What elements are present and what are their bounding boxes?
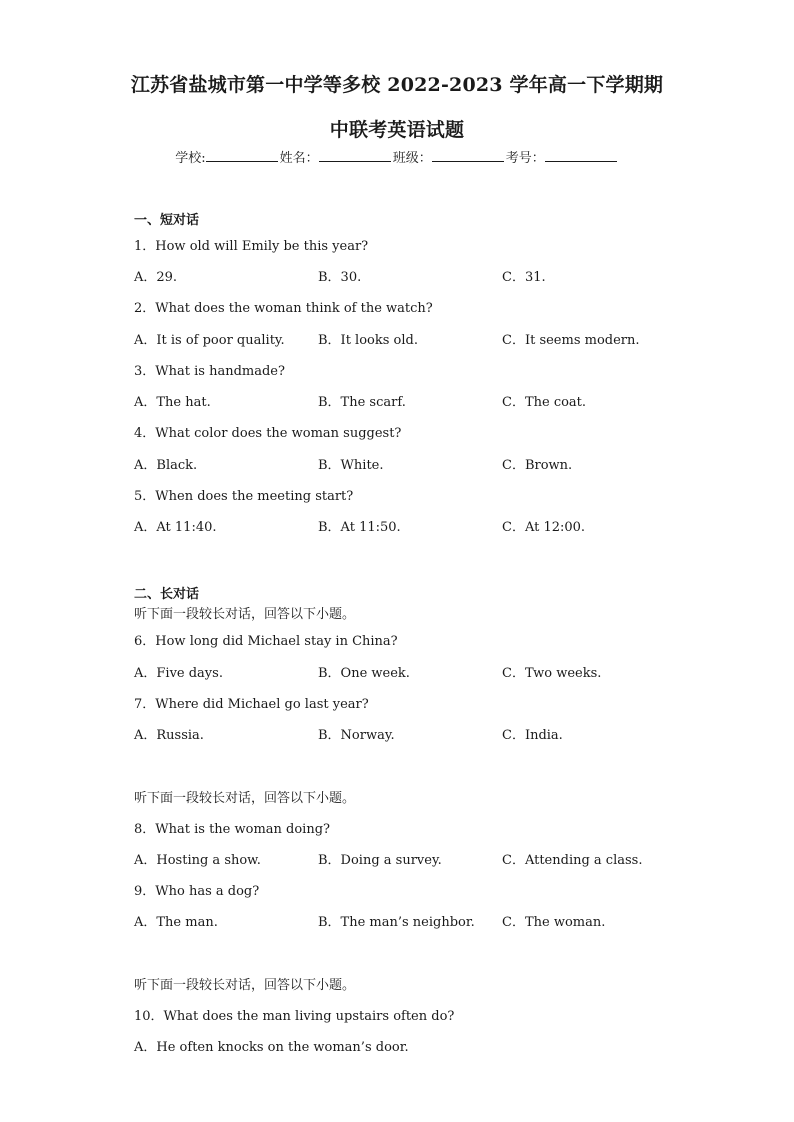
q9-option-b: B．The man’s neighbor. (318, 915, 475, 930)
q4-option-a: A．Black. (134, 458, 198, 473)
student-info-line (0, 147, 794, 166)
q6-option-b: B．One week. (318, 666, 410, 681)
school-blank (206, 149, 278, 162)
q1-option-a: A．29. (134, 270, 178, 285)
q5-option-b: B．At 11:50. (318, 520, 401, 535)
question-2: 2．What does the woman think of the watch? (134, 301, 433, 316)
q9-option-c: C．The woman. (502, 915, 606, 930)
q7-option-a: A．Russia. (134, 728, 204, 743)
q3-option-b: B．The scarf. (318, 395, 406, 410)
class-blank (432, 149, 504, 162)
name-label: 姓名： (279, 151, 319, 166)
q1-option-c: C．31. (502, 270, 546, 285)
question-9: 9．Who has a dog? (134, 884, 260, 899)
question-5: 5．When does the meeting start? (134, 489, 354, 504)
q5-option-c: C．At 12:00. (502, 520, 586, 535)
class-label: 班级： (392, 151, 432, 166)
question-8: 8．What is the woman doing? (134, 822, 331, 837)
question-7: 7．Where did Michael go last year? (134, 697, 369, 712)
q5-option-a: A．At 11:40. (134, 520, 217, 535)
q8-option-c: C．Attending a class. (502, 853, 643, 868)
question-3: 3．What is handmade? (134, 364, 285, 379)
q9-option-a: A．The man. (134, 915, 218, 930)
page-title-line-2: 中联考英语试题 (329, 119, 465, 141)
q7-option-b: B．Norway. (318, 728, 395, 743)
q2-option-a: A．It is of poor quality. (134, 333, 285, 348)
q1-option-b: B．30. (318, 270, 362, 285)
instruction-1: 听下面一段较长对话，回答以下小题。 (134, 607, 356, 622)
q10-option-a: A．He often knocks on the woman’s door. (134, 1040, 409, 1055)
section-heading-long-dialogues: 二、长对话 (134, 587, 200, 602)
instruction-3: 听下面一段较长对话，回答以下小题。 (134, 978, 356, 993)
name-blank (319, 149, 391, 162)
q8-option-a: A．Hosting a show. (134, 853, 261, 868)
question-4: 4．What color does the woman suggest? (134, 426, 402, 441)
q4-option-b: B．White. (318, 458, 384, 473)
instruction-2: 听下面一段较长对话，回答以下小题。 (134, 791, 356, 806)
q3-option-c: C．The coat. (502, 395, 587, 410)
question-6: 6．How long did Michael stay in China? (134, 634, 398, 649)
page-title-line-1: 江苏省盐城市第一中学等多校 2022-2023 学年高一下学期期 (130, 74, 664, 96)
q6-option-c: C．Two weeks. (502, 666, 602, 681)
q3-option-a: A．The hat. (134, 395, 211, 410)
q2-option-c: C．It seems modern. (502, 333, 640, 348)
q8-option-b: B．Doing a survey. (318, 853, 442, 868)
number-label: 考号： (505, 151, 545, 166)
school-label: 学校: (175, 151, 206, 166)
question-1: 1．How old will Emily be this year? (134, 239, 369, 254)
q7-option-c: C．India. (502, 728, 563, 743)
question-10: 10．What does the man living upstairs often do? (134, 1009, 455, 1024)
number-blank (545, 149, 617, 162)
section-heading-short-dialogues: 一、短对话 (134, 213, 200, 228)
q2-option-b: B．It looks old. (318, 333, 418, 348)
q6-option-a: A．Five days. (134, 666, 223, 681)
q4-option-c: C．Brown. (502, 458, 573, 473)
